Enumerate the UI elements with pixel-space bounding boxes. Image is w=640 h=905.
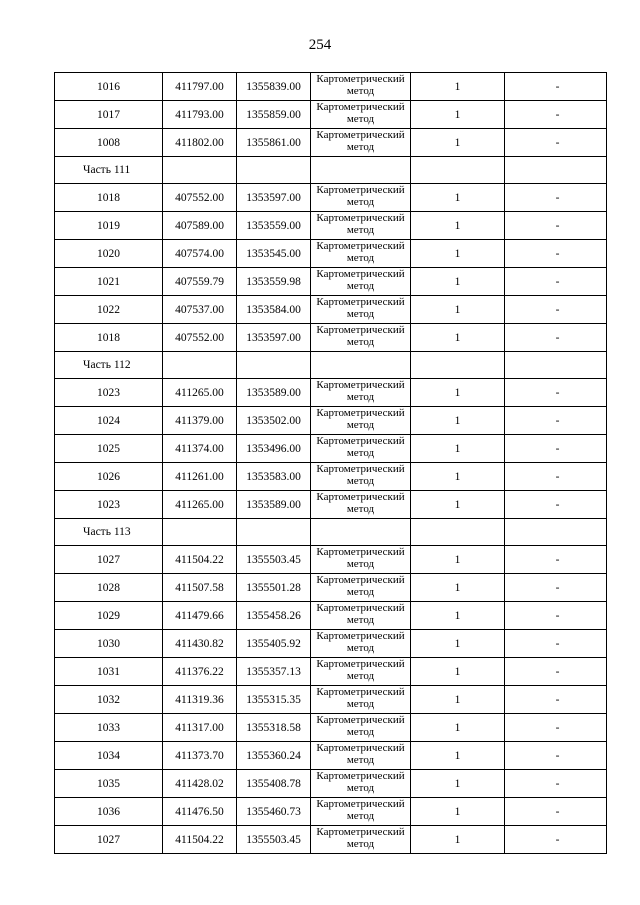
point-id-cell: 1019 <box>55 212 163 240</box>
method-cell: Картометрический метод <box>311 546 411 574</box>
extra-cell: - <box>505 296 607 324</box>
method-cell: Картометрический метод <box>311 129 411 157</box>
value-cell: 1 <box>411 574 505 602</box>
extra-cell: - <box>505 826 607 854</box>
extra-cell: - <box>505 770 607 798</box>
table-row <box>55 714 607 742</box>
method-cell: Картометрический метод <box>311 658 411 686</box>
empty-cell <box>311 157 411 184</box>
value-cell: 1 <box>411 742 505 770</box>
method-cell: Картометрический метод <box>311 463 411 491</box>
table-row <box>55 324 607 352</box>
x-coordinate-cell: 407589.00 <box>163 212 237 240</box>
table-row <box>55 491 607 519</box>
empty-cell <box>311 519 411 546</box>
part-label: Часть 112 <box>55 352 163 379</box>
extra-cell: - <box>505 212 607 240</box>
method-cell: Картометрический метод <box>311 184 411 212</box>
method-cell: Картометрический метод <box>311 714 411 742</box>
x-coordinate-cell: 411802.00 <box>163 129 237 157</box>
point-id-cell: 1018 <box>55 184 163 212</box>
x-coordinate-cell: 411507.58 <box>163 574 237 602</box>
value-cell: 1 <box>411 184 505 212</box>
empty-cell <box>163 519 237 546</box>
point-id-cell: 1034 <box>55 742 163 770</box>
extra-cell: - <box>505 379 607 407</box>
value-cell: 1 <box>411 826 505 854</box>
x-coordinate-cell: 411428.02 <box>163 770 237 798</box>
y-coordinate-cell: 1353589.00 <box>237 379 311 407</box>
value-cell: 1 <box>411 240 505 268</box>
value-cell: 1 <box>411 658 505 686</box>
table-row <box>55 73 607 101</box>
y-coordinate-cell: 1353559.00 <box>237 212 311 240</box>
point-id-cell: 1027 <box>55 546 163 574</box>
extra-cell: - <box>505 73 607 101</box>
point-id-cell: 1032 <box>55 686 163 714</box>
method-cell: Картометрический метод <box>311 630 411 658</box>
y-coordinate-cell: 1355357.13 <box>237 658 311 686</box>
empty-cell <box>411 352 505 379</box>
table-row <box>55 770 607 798</box>
value-cell: 1 <box>411 602 505 630</box>
method-cell: Картометрический метод <box>311 101 411 129</box>
extra-cell: - <box>505 491 607 519</box>
coordinates-table-body <box>55 73 607 854</box>
extra-cell: - <box>505 407 607 435</box>
point-id-cell: 1016 <box>55 73 163 101</box>
extra-cell: - <box>505 184 607 212</box>
empty-cell <box>505 519 607 546</box>
part-label: Часть 111 <box>55 157 163 184</box>
point-id-cell: 1025 <box>55 435 163 463</box>
method-cell: Картометрический метод <box>311 379 411 407</box>
extra-cell: - <box>505 574 607 602</box>
x-coordinate-cell: 407574.00 <box>163 240 237 268</box>
method-cell: Картометрический метод <box>311 435 411 463</box>
method-cell: Картометрический метод <box>311 770 411 798</box>
extra-cell: - <box>505 546 607 574</box>
y-coordinate-cell: 1355360.24 <box>237 742 311 770</box>
y-coordinate-cell: 1355460.73 <box>237 798 311 826</box>
x-coordinate-cell: 411504.22 <box>163 826 237 854</box>
y-coordinate-cell: 1353597.00 <box>237 184 311 212</box>
x-coordinate-cell: 411476.50 <box>163 798 237 826</box>
extra-cell: - <box>505 602 607 630</box>
value-cell: 1 <box>411 101 505 129</box>
table-row <box>55 268 607 296</box>
table-row <box>55 742 607 770</box>
coordinates-table <box>54 72 607 854</box>
table-row-part-header <box>55 352 607 379</box>
value-cell: 1 <box>411 770 505 798</box>
point-id-cell: 1023 <box>55 379 163 407</box>
method-cell: Картометрический метод <box>311 212 411 240</box>
method-cell: Картометрический метод <box>311 742 411 770</box>
extra-cell: - <box>505 240 607 268</box>
y-coordinate-cell: 1355859.00 <box>237 101 311 129</box>
y-coordinate-cell: 1353545.00 <box>237 240 311 268</box>
y-coordinate-cell: 1355315.35 <box>237 686 311 714</box>
y-coordinate-cell: 1355503.45 <box>237 546 311 574</box>
y-coordinate-cell: 1353597.00 <box>237 324 311 352</box>
value-cell: 1 <box>411 491 505 519</box>
extra-cell: - <box>505 129 607 157</box>
y-coordinate-cell: 1355839.00 <box>237 73 311 101</box>
point-id-cell: 1024 <box>55 407 163 435</box>
method-cell: Картометрический метод <box>311 268 411 296</box>
value-cell: 1 <box>411 798 505 826</box>
empty-cell <box>237 157 311 184</box>
table-row-part-header <box>55 157 607 184</box>
y-coordinate-cell: 1355458.26 <box>237 602 311 630</box>
method-cell: Картометрический метод <box>311 296 411 324</box>
part-label: Часть 113 <box>55 519 163 546</box>
table-row <box>55 184 607 212</box>
x-coordinate-cell: 411504.22 <box>163 546 237 574</box>
point-id-cell: 1031 <box>55 658 163 686</box>
table-row <box>55 212 607 240</box>
method-cell: Картометрический метод <box>311 407 411 435</box>
empty-cell <box>411 519 505 546</box>
method-cell: Картометрический метод <box>311 574 411 602</box>
x-coordinate-cell: 407552.00 <box>163 184 237 212</box>
value-cell: 1 <box>411 379 505 407</box>
x-coordinate-cell: 407552.00 <box>163 324 237 352</box>
point-id-cell: 1020 <box>55 240 163 268</box>
extra-cell: - <box>505 463 607 491</box>
method-cell: Картометрический метод <box>311 73 411 101</box>
extra-cell: - <box>505 630 607 658</box>
x-coordinate-cell: 411319.36 <box>163 686 237 714</box>
empty-cell <box>311 352 411 379</box>
point-id-cell: 1022 <box>55 296 163 324</box>
page-number: 254 <box>308 37 332 53</box>
point-id-cell: 1033 <box>55 714 163 742</box>
value-cell: 1 <box>411 268 505 296</box>
empty-cell <box>237 519 311 546</box>
table-row <box>55 798 607 826</box>
x-coordinate-cell: 411479.66 <box>163 602 237 630</box>
method-cell: Картометрический метод <box>311 240 411 268</box>
x-coordinate-cell: 407559.79 <box>163 268 237 296</box>
table-row <box>55 658 607 686</box>
method-cell: Картометрический метод <box>311 826 411 854</box>
value-cell: 1 <box>411 630 505 658</box>
method-cell: Картометрический метод <box>311 686 411 714</box>
extra-cell: - <box>505 714 607 742</box>
y-coordinate-cell: 1353496.00 <box>237 435 311 463</box>
value-cell: 1 <box>411 129 505 157</box>
table-row <box>55 463 607 491</box>
x-coordinate-cell: 411793.00 <box>163 101 237 129</box>
table-row <box>55 379 607 407</box>
y-coordinate-cell: 1355318.58 <box>237 714 311 742</box>
point-id-cell: 1017 <box>55 101 163 129</box>
method-cell: Картометрический метод <box>311 798 411 826</box>
table-row <box>55 546 607 574</box>
table-row <box>55 129 607 157</box>
point-id-cell: 1021 <box>55 268 163 296</box>
extra-cell: - <box>505 324 607 352</box>
point-id-cell: 1036 <box>55 798 163 826</box>
empty-cell <box>163 352 237 379</box>
table-row-part-header <box>55 519 607 546</box>
extra-cell: - <box>505 435 607 463</box>
value-cell: 1 <box>411 714 505 742</box>
extra-cell: - <box>505 798 607 826</box>
extra-cell: - <box>505 268 607 296</box>
empty-cell <box>237 352 311 379</box>
point-id-cell: 1026 <box>55 463 163 491</box>
point-id-cell: 1035 <box>55 770 163 798</box>
table-row <box>55 686 607 714</box>
value-cell: 1 <box>411 296 505 324</box>
y-coordinate-cell: 1353559.98 <box>237 268 311 296</box>
method-cell: Картометрический метод <box>311 324 411 352</box>
x-coordinate-cell: 411265.00 <box>163 379 237 407</box>
y-coordinate-cell: 1353502.00 <box>237 407 311 435</box>
y-coordinate-cell: 1355408.78 <box>237 770 311 798</box>
table-row <box>55 101 607 129</box>
table-row <box>55 240 607 268</box>
y-coordinate-cell: 1355503.45 <box>237 826 311 854</box>
point-id-cell: 1030 <box>55 630 163 658</box>
value-cell: 1 <box>411 324 505 352</box>
extra-cell: - <box>505 686 607 714</box>
x-coordinate-cell: 407537.00 <box>163 296 237 324</box>
empty-cell <box>411 157 505 184</box>
table-row <box>55 826 607 854</box>
table-row <box>55 407 607 435</box>
empty-cell <box>505 157 607 184</box>
point-id-cell: 1027 <box>55 826 163 854</box>
value-cell: 1 <box>411 212 505 240</box>
table-row <box>55 435 607 463</box>
x-coordinate-cell: 411430.82 <box>163 630 237 658</box>
value-cell: 1 <box>411 407 505 435</box>
x-coordinate-cell: 411261.00 <box>163 463 237 491</box>
value-cell: 1 <box>411 686 505 714</box>
point-id-cell: 1023 <box>55 491 163 519</box>
y-coordinate-cell: 1353584.00 <box>237 296 311 324</box>
x-coordinate-cell: 411379.00 <box>163 407 237 435</box>
point-id-cell: 1029 <box>55 602 163 630</box>
value-cell: 1 <box>411 463 505 491</box>
extra-cell: - <box>505 742 607 770</box>
point-id-cell: 1008 <box>55 129 163 157</box>
method-cell: Картометрический метод <box>311 602 411 630</box>
y-coordinate-cell: 1355861.00 <box>237 129 311 157</box>
value-cell: 1 <box>411 435 505 463</box>
value-cell: 1 <box>411 546 505 574</box>
value-cell: 1 <box>411 73 505 101</box>
x-coordinate-cell: 411374.00 <box>163 435 237 463</box>
extra-cell: - <box>505 658 607 686</box>
table-row <box>55 630 607 658</box>
x-coordinate-cell: 411373.70 <box>163 742 237 770</box>
table-row <box>55 574 607 602</box>
y-coordinate-cell: 1353589.00 <box>237 491 311 519</box>
point-id-cell: 1028 <box>55 574 163 602</box>
x-coordinate-cell: 411317.00 <box>163 714 237 742</box>
table-row <box>55 296 607 324</box>
y-coordinate-cell: 1355405.92 <box>237 630 311 658</box>
x-coordinate-cell: 411797.00 <box>163 73 237 101</box>
y-coordinate-cell: 1355501.28 <box>237 574 311 602</box>
point-id-cell: 1018 <box>55 324 163 352</box>
y-coordinate-cell: 1353583.00 <box>237 463 311 491</box>
method-cell: Картометрический метод <box>311 491 411 519</box>
table-row <box>55 602 607 630</box>
x-coordinate-cell: 411265.00 <box>163 491 237 519</box>
extra-cell: - <box>505 101 607 129</box>
empty-cell <box>505 352 607 379</box>
x-coordinate-cell: 411376.22 <box>163 658 237 686</box>
empty-cell <box>163 157 237 184</box>
